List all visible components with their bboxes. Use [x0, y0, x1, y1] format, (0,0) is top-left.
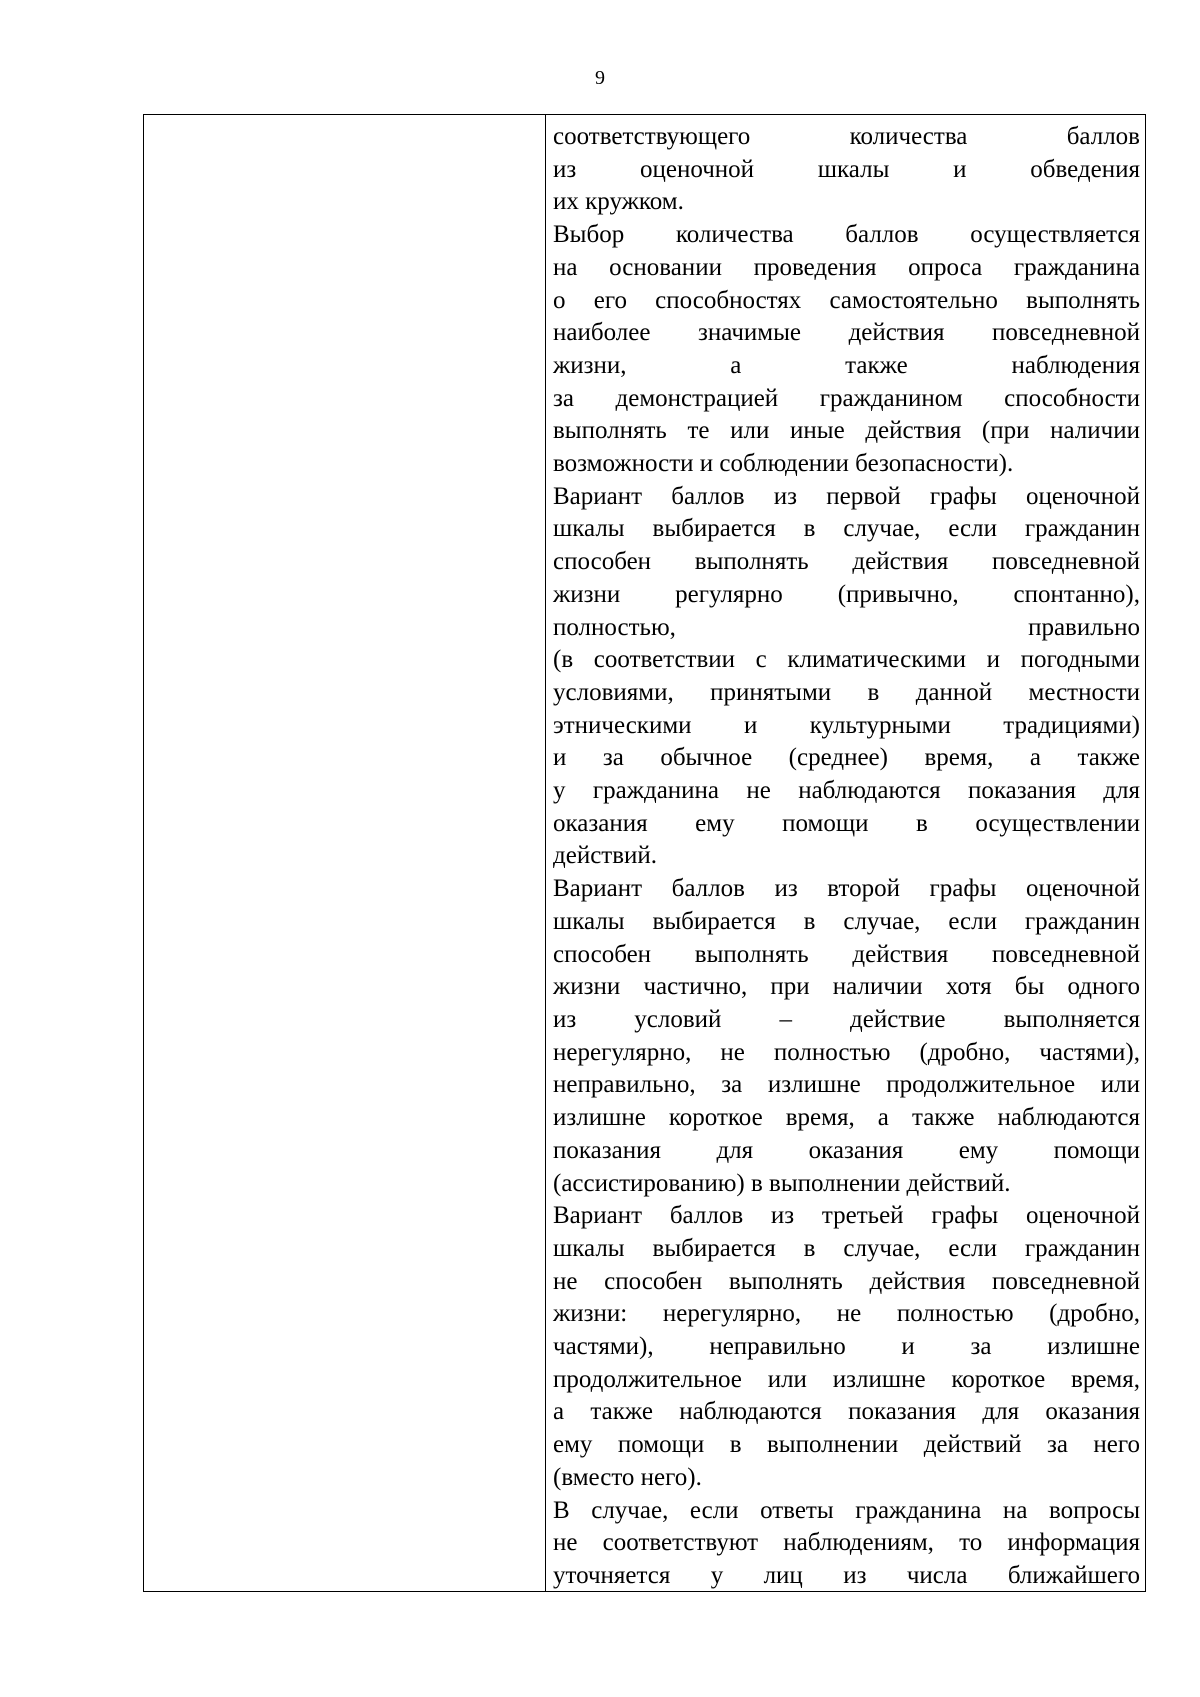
- text-line: шкалы выбирается в случае, если гражданин: [553, 515, 1140, 543]
- text-line: оказания ему помощи в осуществлении: [553, 809, 1140, 837]
- text-line: не соответствуют наблюдениям, то информация: [553, 1529, 1140, 1557]
- text-line: полностью, правильно: [553, 613, 1140, 641]
- text-line: Вариант баллов из второй графы оценочной: [553, 875, 1140, 903]
- cell-text: [553, 121, 1140, 1591]
- text-line: а также наблюдаются показания для оказания: [553, 1398, 1140, 1426]
- table-cell-left: [144, 115, 546, 1591]
- text-line: показания для оказания ему помощи: [553, 1136, 1140, 1164]
- text-line: способен выполнять действия повседневной: [553, 940, 1140, 968]
- text-line: (в соответствии с климатическими и погодными: [553, 646, 1140, 674]
- table-cell-right: [546, 115, 1145, 1591]
- text-line: из условий – действие выполняется: [553, 1005, 1140, 1033]
- text-line: жизни: нерегулярно, не полностью (дробно,: [553, 1300, 1140, 1328]
- text-line: Вариант баллов из третьей графы оценочной: [553, 1202, 1140, 1230]
- document-table: [143, 114, 1146, 1592]
- text-line: способен выполнять действия повседневной: [553, 548, 1140, 576]
- text-line: продолжительное или излишне короткое время,: [553, 1365, 1140, 1393]
- page-number: 9: [595, 67, 605, 89]
- text-line: неправильно, за излишне продолжительное или: [553, 1071, 1140, 1099]
- text-line: В случае, если ответы гражданина на вопросы: [553, 1496, 1140, 1524]
- text-line: не способен выполнять действия повседневной: [553, 1267, 1140, 1295]
- text-line: Вариант баллов из первой графы оценочной: [553, 482, 1140, 510]
- text-line: условиями, принятыми в данной местности: [553, 678, 1140, 706]
- text-line: шкалы выбирается в случае, если гражданин: [553, 1234, 1140, 1262]
- text-line: жизни регулярно (привычно, спонтанно),: [553, 580, 1140, 608]
- text-line: возможности и соблюдении безопасности).: [553, 450, 1014, 478]
- text-line: Выбор количества баллов осуществляется: [553, 221, 1140, 249]
- text-line: выполнять те или иные действия (при наличии: [553, 417, 1140, 445]
- text-line: у гражданина не наблюдаются показания для: [553, 777, 1140, 805]
- text-line: нерегулярно, не полностью (дробно, частями),: [553, 1038, 1140, 1066]
- text-line: на основании проведения опроса гражданина: [553, 253, 1140, 281]
- text-line: шкалы выбирается в случае, если гражданин: [553, 907, 1140, 935]
- text-line: частями), неправильно и за излишне: [553, 1333, 1140, 1361]
- text-line: за демонстрацией гражданином способности: [553, 384, 1140, 412]
- text-line: их кружком.: [553, 188, 684, 216]
- text-line: ему помощи в выполнении действий за него: [553, 1431, 1140, 1459]
- text-line: действий.: [553, 842, 658, 870]
- text-line: жизни частично, при наличии хотя бы одного: [553, 973, 1140, 1001]
- text-line: (ассистированию) в выполнении действий.: [553, 1169, 1011, 1197]
- text-line: жизни, а также наблюдения: [553, 351, 1140, 379]
- text-line: (вместо него).: [553, 1463, 702, 1491]
- text-line: и за обычное (среднее) время, а также: [553, 744, 1140, 772]
- text-line: о его способностях самостоятельно выполнять: [553, 286, 1140, 314]
- text-line: уточняется у лиц из числа ближайшего: [553, 1561, 1140, 1589]
- text-line: из оценочной шкалы и обведения: [553, 155, 1140, 183]
- text-line: излишне короткое время, а также наблюдаются: [553, 1104, 1140, 1132]
- text-line: соответствующего количества баллов: [553, 123, 1140, 150]
- text-line: наиболее значимые действия повседневной: [553, 319, 1140, 347]
- text-line: этническими и культурными традициями): [553, 711, 1140, 739]
